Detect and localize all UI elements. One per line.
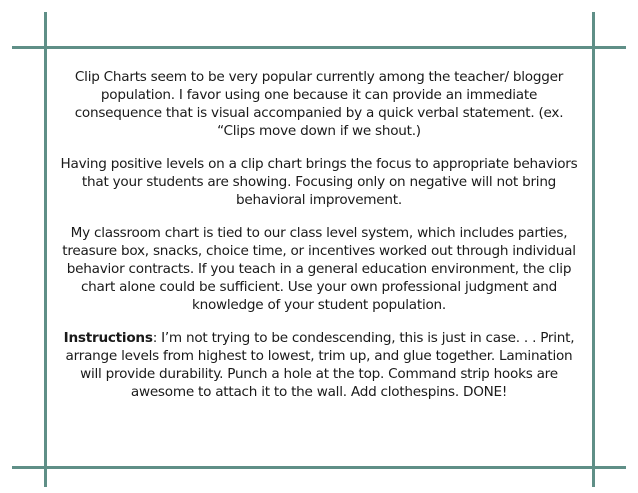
paragraph-intro: Clip Charts seem to be very popular currently among the teacher/ blogger population. I favor using one because it can provide an immediate consequence that is visual accompanied by a quick verbal statement. (ex. “Clips move down if we shout.) <box>74 69 564 139</box>
paragraph-positive-levels: Having positive levels on a clip chart brings the focus to appropriate behaviors that your students are showing. Focusing only on negative will not bring behavioral improvement. <box>60 156 578 208</box>
frame-line-left <box>44 12 47 487</box>
paragraph-classroom-chart: My classroom chart is tied to our class level system, which includes parties, treasure box, snacks, choice time, or incentives worked out through individual behavior contracts. If you teach in a general education environment, the clip chart alone could be sufficient. Use your own professional judgment and knowledge of your student population. <box>62 225 576 313</box>
frame-line-bottom <box>12 466 626 469</box>
frame-line-top <box>12 46 626 49</box>
text-body <box>60 68 578 401</box>
paragraph-instructions <box>60 329 578 401</box>
instructions-text: : I’m not trying to be condescending, this is just in case. . . Print, arrange levels from highest to lowest, trim up, and glue together. Lamination will provide durability. Punch a hole at the top. Command strip hooks are awesome to attach it to the wall. Add clothespins. DONE! <box>65 330 575 400</box>
frame-line-right <box>592 12 595 487</box>
instructions-label: Instructions <box>63 330 153 346</box>
